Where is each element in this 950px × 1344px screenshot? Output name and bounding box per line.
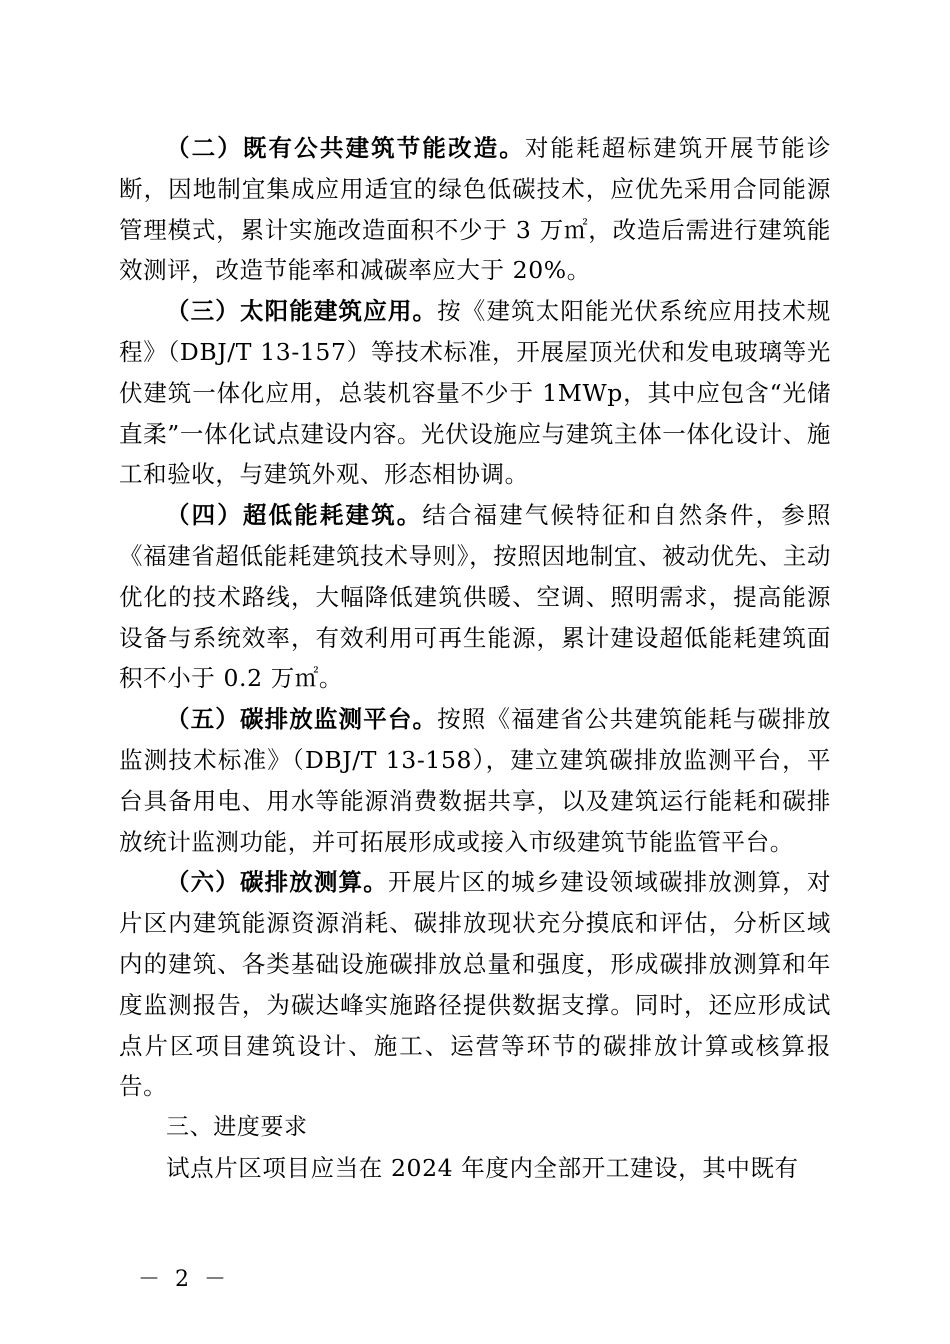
page-number: － 2 － xyxy=(138,1267,230,1292)
paragraph-text: 按《建筑太阳能光伏系统应用技术规程》（DBJ/T 13-157）等技术标准，开展屋顶光伏和发电玻璃等光伏建筑一体化应用，总装机容量不少于 1MWp，其中应包含“光储直柔”一体化试点建设内容。光伏设施应与建筑主体一体化设计、施工和验收，与建筑外观、形态相协调。 xyxy=(119,297,831,489)
paragraph-text: 对能耗超标建筑开展节能诊断，因地制宜集成应用适宜的绿色低碳技术，应优先采用合同能源管理模式，累计实施改造面积不少于 3 万㎡，改造后需进行建筑能效测评，改造节能率和减碳率应大于 20%。 xyxy=(119,134,831,285)
paragraph-lead: （四）超低能耗建筑。 xyxy=(166,501,423,530)
paragraph-existing-building-retrofit xyxy=(119,128,831,291)
paragraph-lead: （五）碳排放监测平台。 xyxy=(166,705,438,734)
paragraph-lead: （六）碳排放测算。 xyxy=(166,868,388,897)
document-body xyxy=(119,128,831,1189)
paragraph-text: 结合福建气候特征和自然条件，参照《福建省超低能耗建筑技术导则》，按照因地制宜、被动优先、主动优化的技术路线，大幅降低建筑供暖、空调、照明需求，提高能源设备与系统效率，有效利用可再生能源，累计建设超低能耗建筑面积不小于 0.2 万㎡。 xyxy=(119,501,831,693)
paragraph-carbon-monitoring-platform xyxy=(119,699,831,862)
paragraph-lead: （二）既有公共建筑节能改造。 xyxy=(166,134,525,162)
paragraph-ultra-low-energy xyxy=(119,495,831,699)
paragraph-text: 开展片区的城乡建设领域碳排放测算，对片区内建筑能源资源消耗、碳排放现状充分摸底和评估，分析区域内的建筑、各类基础设施碳排放总量和强度，形成碳排放测算和年度监测报告，为碳达峰实施路径提供数据支撑。同时，还应形成试点片区项目建筑设计、施工、运营等环节的碳排放计算或核算报告。 xyxy=(119,868,831,1101)
paragraph-lead: （三）太阳能建筑应用。 xyxy=(166,297,438,326)
paragraph-carbon-calculation xyxy=(119,862,831,1107)
paragraph-text: 按照《福建省公共建筑能耗与碳排放监测技术标准》（DBJ/T 13-158），建立建筑碳排放监测平台，平台具备用电、用水等能源消费数据共享，以及建筑运行能耗和碳排放统计监测功能，并可拓展形成或接入市级建筑节能监管平台。 xyxy=(119,705,831,856)
section-heading: 三、进度要求 xyxy=(166,1114,308,1141)
paragraph-solar-building xyxy=(119,291,831,495)
paragraph-schedule: 试点片区项目应当在 2024 年度内全部开工建设，其中既有 xyxy=(166,1153,799,1182)
